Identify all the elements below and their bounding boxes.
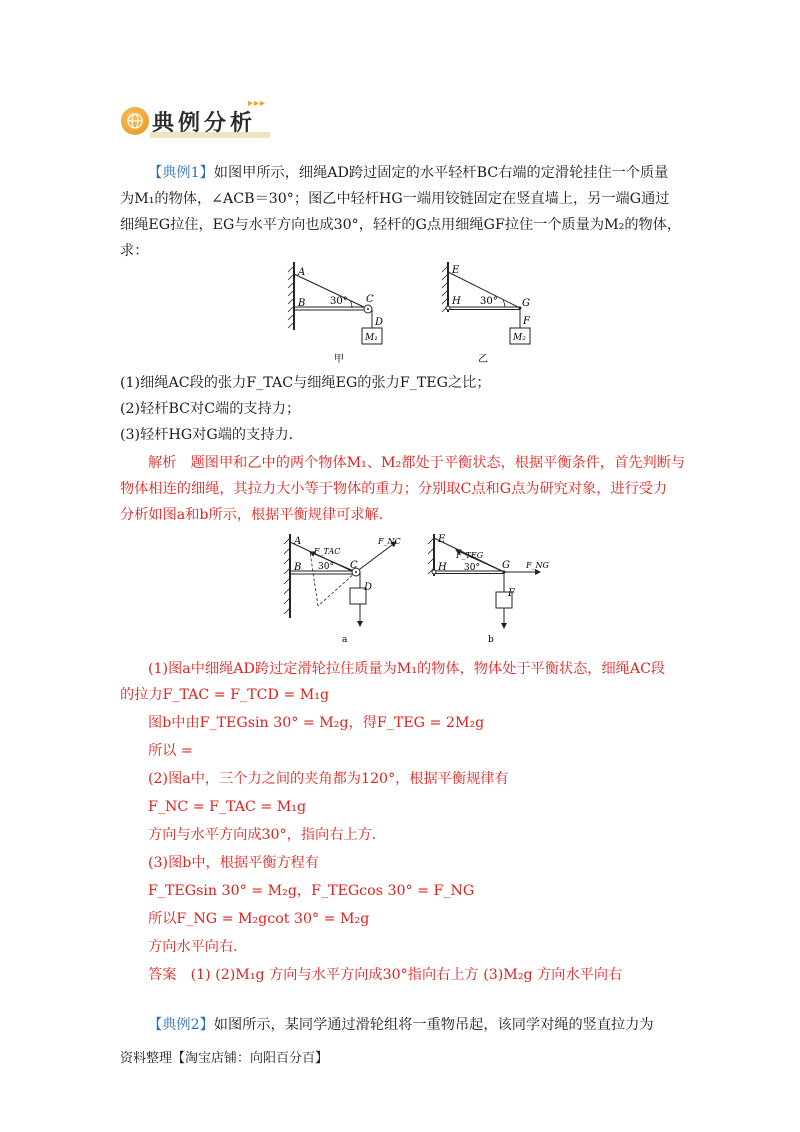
- label-D: D: [375, 317, 384, 328]
- analysis-lead: 解析: [148, 455, 177, 471]
- figure-2: [278, 530, 568, 648]
- label-B: B: [298, 298, 306, 309]
- question-2: (2)轻杆BC对C端的支持力；: [120, 401, 301, 417]
- label-C: C: [350, 560, 358, 571]
- analysis-line-1: 解析 题图甲和乙中的两个物体M₁、M₂都处于平衡状态，根据平衡条件，首先判断与: [148, 455, 686, 471]
- solution-line-1: (1)图a中细绳AD跨过定滑轮拉住质量为M₁的物体，物体处于平衡状态，细绳AC段: [148, 661, 666, 677]
- section-title: 典例分析: [152, 111, 257, 136]
- angle-label: 30°: [330, 296, 348, 307]
- solution-line-8: (3)图b中，根据平衡方程有: [148, 855, 320, 871]
- caption-a: a: [342, 635, 348, 645]
- footer-text: 资料整理【淘宝店铺：向阳百分百】: [120, 1051, 329, 1066]
- caption-b: b: [488, 635, 494, 645]
- example2-tag: 【典例2】: [148, 1017, 214, 1033]
- label-M2: M₂: [513, 333, 526, 343]
- label-M1: M₁: [365, 333, 378, 343]
- solution-line-6: F_NC = F_TAC = M₁g: [148, 799, 307, 815]
- solution-line-4: 所以 =: [148, 743, 193, 759]
- label-G: G: [502, 560, 510, 571]
- figure-jia: [288, 262, 383, 365]
- answer-label: 答案: [148, 967, 177, 983]
- label-A: A: [298, 267, 306, 278]
- example2-line: 【典例2】如图所示，某同学通过滑轮组将一重物吊起，该同学对绳的竖直拉力为: [148, 1017, 654, 1033]
- label-B: B: [294, 562, 302, 573]
- example1-line-3: 细绳EG拉住，EG与水平方向也成30°，轻杆的G点用细绳GF拉住一个质量为M₂的物体，: [120, 217, 682, 233]
- solution-line-10: 所以F_NG = M₂gcot 30° = M₂g: [148, 911, 370, 927]
- label-D: D: [364, 582, 373, 593]
- label-G: G: [522, 298, 530, 309]
- label-E: E: [452, 265, 460, 276]
- arrows-decoration: ▸▸▸: [248, 98, 267, 109]
- label-H: H: [438, 562, 447, 573]
- label-F: F: [508, 588, 515, 599]
- label-FTAC: F_TAC: [314, 547, 341, 556]
- label-C: C: [366, 294, 374, 305]
- angle-label: 30°: [464, 563, 480, 573]
- example1-line-2: 为M₁的物体，∠ACB＝30°；图乙中轻杆HG一端用铰链固定在竖直墙上，另一端G通过: [120, 191, 670, 207]
- solution-line-2: 的拉力F_TAC = F_TCD = M₁g: [120, 687, 330, 703]
- label-F: F: [523, 316, 530, 327]
- analysis-line-2: 物体相连的细绳，其拉力大小等于物体的重力；分别取C点和G点为研究对象，进行受力: [120, 481, 668, 497]
- globe-icon: [121, 107, 149, 135]
- figure-a: [284, 534, 401, 645]
- angle-label: 30°: [318, 562, 334, 572]
- answer-line: [120, 962, 685, 988]
- label-A: A: [294, 536, 302, 547]
- answer-text: (1) (2)M₁g 方向与水平方向成30°指向右上方 (3)M₂g 方向水平向右: [190, 967, 623, 983]
- figure-1: [280, 262, 560, 372]
- question-3: (3)轻杆HG对G端的支持力．: [120, 427, 303, 443]
- solution-line-3: 图b中由F_TEGsin 30° = M₂g，得F_TEG = 2M₂g: [148, 715, 485, 731]
- label-E: E: [438, 534, 446, 545]
- example1-line-1: 【典例1】如图甲所示，细绳AD跨过固定的水平轻杆BC右端的定滑轮挂住一个质量: [148, 165, 669, 181]
- label-FNC: F_NC: [378, 537, 401, 546]
- solution-line-5: (2)图a中，三个力之间的夹角都为120°，根据平衡规律有: [148, 771, 509, 787]
- angle-label: 30°: [480, 296, 498, 307]
- figure-b: [428, 534, 550, 645]
- solution-line-7: 方向与水平方向成30°，指向右上方．: [148, 827, 386, 843]
- caption-yi: 乙: [478, 354, 488, 365]
- label-FTEG: F_TEG: [456, 551, 484, 560]
- caption-jia: 甲: [334, 354, 344, 365]
- label-H: H: [452, 296, 461, 307]
- analysis-line-3: 分析如图a和b所示，根据平衡规律可求解．: [120, 507, 393, 523]
- label-FNG: F_NG: [526, 561, 549, 570]
- example1-tag: 【典例1】: [148, 165, 214, 181]
- solution-line-9: F_TEGsin 30° = M₂g，F_TEGcos 30° = F_NG: [148, 883, 475, 899]
- example1-line-4: 求：: [120, 243, 149, 259]
- question-1: (1)细绳AC段的张力F_TAC与细绳EG的张力F_TEG之比；: [120, 375, 491, 391]
- solution-line-11: 方向水平向右．: [148, 939, 248, 955]
- figure-yi: [442, 262, 531, 365]
